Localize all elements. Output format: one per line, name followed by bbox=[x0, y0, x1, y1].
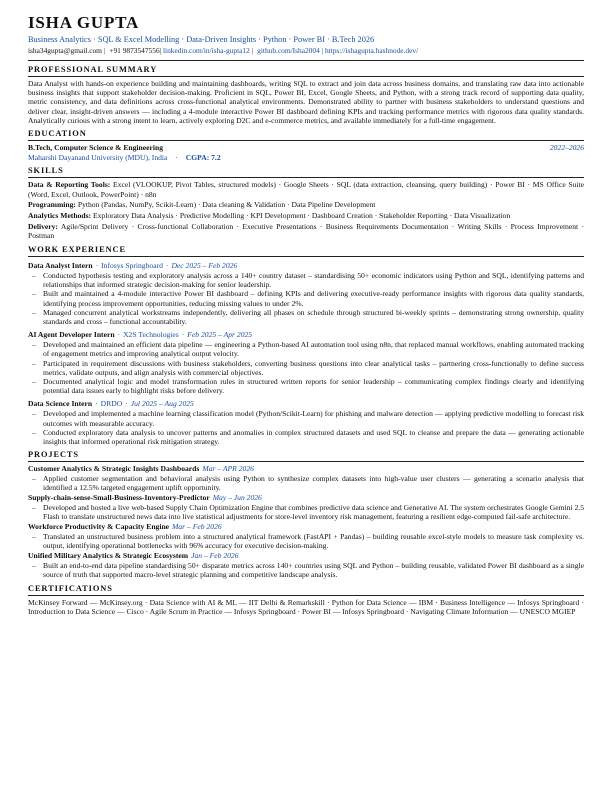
job-org: DRDO bbox=[100, 398, 123, 408]
summary-text: Data Analyst with hands-on experience building and maintaining dashboards, writing SQL to extract and join data across business domains, and translating raw data into actionable business insights that support stakeholder decision-making. Proficient in SQL, Power BI, Excel, Google Sheets, and Python, with a strong track record of supporting data quality, metric consistency, and data definitions across cross-functional analytical environments. Demonstrated ability to partner with business stakeholders to understand questions and deliver clear, insight-driven answers — including a 4-module interactive Power BI dashboard defining KPIs and tracking performance metrics with rigorous data quality standards. Analytically curious with a strong intent to learn, actively exploring D2C and e-commerce metrics, and available immediately for a full-time engagement. bbox=[28, 79, 584, 125]
skill-label: Analytics Methods: bbox=[28, 211, 92, 220]
project-header bbox=[28, 464, 584, 474]
job-org: X2S Technologies bbox=[123, 329, 179, 339]
project-header bbox=[28, 493, 584, 503]
phone-number: +91 9873547556| bbox=[109, 46, 162, 55]
separator-dot: · bbox=[165, 260, 169, 270]
job-dates: Jul 2025 – Aug 2025 bbox=[130, 398, 194, 408]
bullet-item: – Developed and implemented a machine learning classification model (Python/Scikit-Learn) for phishing and malware detection — applying predictive modelling to forecast risk outcomes with measurable accuracy. bbox=[28, 409, 584, 427]
tagline: Business Analytics · SQL & Excel Modelling · Data-Driven Insights · Python · Power BI · B.Tech 2026 bbox=[28, 35, 375, 44]
bullet-item: – Applied customer segmentation and behavioral analysis using Python to synthesize complex datasets into high-value user clusters — generating a scenario analysis that identified a 12.5% targeted engagement uplift opportunity. bbox=[28, 474, 584, 492]
experience-section bbox=[28, 245, 584, 446]
project-name: Unified Military Analytics & Strategic Ecosystem bbox=[28, 551, 189, 561]
project-bullets bbox=[28, 474, 584, 492]
skill-line bbox=[28, 222, 584, 241]
project-header bbox=[28, 551, 584, 561]
bullet-item: – Built an end-to-end data pipeline standardising 50+ disparate metrics across 140+ countries using SQL and Python – building reusable, validated Power BI dashboard as a single source of truth that supported macro-level strategic planning and competitive landscape analysis. bbox=[28, 561, 584, 579]
skill-text: Agile/Sprint Delivery · Cross-functional Collaboration · Executive Presentations · Business Requirements Documentation · Writing Skills · Process Improvement · Postman bbox=[28, 221, 584, 241]
job-header bbox=[28, 261, 584, 272]
project-dates: Mar – APR 2026 bbox=[202, 463, 254, 473]
bullet-item: – Documented analytical logic and model transformation rules in structured written reports for senior leadership – communicating complex findings clearly and identifying potential data issues early to highlight risks before delivery. bbox=[28, 377, 584, 395]
project-bullets bbox=[28, 503, 584, 521]
project-dates: Jan – Feb 2026 bbox=[191, 551, 239, 561]
degree: B.Tech, Computer Science & Engineering bbox=[28, 143, 163, 153]
certifications-title: CERTIFICATIONS bbox=[28, 584, 584, 596]
job-bullets bbox=[28, 409, 584, 445]
education-row bbox=[28, 143, 584, 153]
header-divider bbox=[28, 60, 584, 61]
bullet-item: – Built and maintained a 4-module interactive Power BI dashboard – defining KPIs and delivering executive-ready performance insights with rigorous data quality standards, identifying process improvement opportunities, reducing missing values to under 2%. bbox=[28, 289, 584, 307]
bullet-item: – Translated an unstructured business problem into a structured analytical framework (FastAPI + Pandas) – building reusable excel-style models to measure task complexity vs. output, identifying operational bottlenecks with 96% accuracy for executive decision-making. bbox=[28, 532, 584, 550]
job-header bbox=[28, 399, 584, 410]
job-role: Data Science Intern bbox=[28, 398, 93, 408]
university: Maharshi Dayanand University (MDU), India bbox=[28, 153, 168, 163]
job-role: Data Analyst Intern bbox=[28, 260, 93, 270]
candidate-name: ISHA GUPTA bbox=[28, 13, 140, 32]
separator-dot: · bbox=[181, 329, 185, 339]
skill-line bbox=[28, 200, 584, 210]
separator-dot: · bbox=[95, 260, 99, 270]
skill-text: Excel (VLOOKUP, Pivot Tables, structured models) · Google Sheets · SQL (data extraction, cleansing, query building) · Power BI · MS Office Suite (Word, Excel, Outlook, PowerPoint) · n8n bbox=[28, 180, 584, 199]
university-line bbox=[28, 153, 584, 162]
linkedin-link[interactable]: linkedin.com/in/isha-gupta12 bbox=[162, 46, 250, 55]
education-section bbox=[28, 129, 584, 162]
skill-line bbox=[28, 211, 584, 221]
project-name: Supply-chain-sense-Small-Business-Inventory-Predictor bbox=[28, 492, 210, 502]
bullet-item: – Conducted hypothesis testing and exploratory analysis across a 140+ country dataset – standardising 50+ economic indicators using Python and SQL, identifying patterns and relationships that informed strategic decision-making for senior leadership. bbox=[28, 271, 584, 289]
contact-line: isha34gupta@gmail.com | +91 9873547556| linkedin.com/in/isha-gupta12 | github.com/Isha2004 | https://ishagupta.hashnode.dev/ bbox=[28, 46, 419, 55]
projects-section bbox=[28, 450, 584, 580]
bullet-item: – Managed concurrent analytical workstreams independently, delivering all phases on schedule through structured bi-weekly sprints – demonstrating strong ownership, quality standards and cross – functional accountability. bbox=[28, 308, 584, 326]
experience-title: WORK EXPERIENCE bbox=[28, 245, 584, 257]
skill-label: Delivery: bbox=[28, 221, 58, 231]
certifications-text: McKinsey Forward — McKinsey.org · Data Science with AI & ML — IIT Delhi & Remarkskill · Python for Data Science — IBM · Business Intelligence — Infosys Springboard · Introduction to Data Science — Cisco · Agile Scrum in Practice — Infosys Springboard · Power BI — Infosys Springboard · Navigating Climate Information — UNESCO MGIEP bbox=[28, 597, 584, 617]
separator-dot: · bbox=[95, 398, 98, 408]
skills-section bbox=[28, 166, 584, 241]
bullet-item: – Participated in requirement discussions with business stakeholders, converting business questions into clear analytical tasks – partnering cross-functionally to define success metrics, validate outputs, and align analysis with commercial objectives. bbox=[28, 359, 584, 377]
job-dates: Dec 2025 – Feb 2026 bbox=[171, 260, 238, 270]
job-dates: Feb 2025 – Apr 2025 bbox=[187, 329, 253, 339]
separator-dot: · bbox=[117, 329, 121, 339]
project-header bbox=[28, 522, 584, 532]
project-dates: Mar – Feb 2026 bbox=[172, 522, 222, 532]
skills-title: SKILLS bbox=[28, 166, 584, 178]
bullet-item: – Developed and hosted a live web-based Supply Chain Optimization Engine that combines predictive data science and Generative AI. The system orchestrates Google Gemini 2.5 Flash to translate unstructured news data into live statistical adjustments for store-level inventory risk management, featuring a resilient edge-computed fail-safe architecture. bbox=[28, 503, 584, 521]
job-org: Infosys Springboard bbox=[101, 260, 163, 270]
skill-line bbox=[28, 180, 584, 199]
skill-label: Programming: bbox=[28, 200, 76, 210]
summary-title: PROFESSIONAL SUMMARY bbox=[28, 65, 584, 77]
skill-label: Data & Reporting Tools: bbox=[28, 180, 111, 190]
project-bullets bbox=[28, 532, 584, 550]
separator-dot: · bbox=[175, 153, 178, 163]
job-header bbox=[28, 330, 584, 341]
project-name: Workforce Productivity & Capacity Engine bbox=[28, 522, 170, 532]
project-dates: May – Jun 2026 bbox=[212, 492, 262, 502]
project-name: Customer Analytics & Strategic Insights Dashboards bbox=[28, 463, 200, 473]
job-bullets bbox=[28, 271, 584, 326]
projects-title: PROJECTS bbox=[28, 450, 584, 462]
bullet-item: – Conducted exploratory data analysis to uncover patterns and anomalies in complex structured datasets and used SQL to cleanse and prepare the data — generating actionable insights that informed operational risk mitigation strategy. bbox=[28, 428, 584, 446]
project-bullets bbox=[28, 561, 584, 579]
education-title: EDUCATION bbox=[28, 129, 584, 141]
job-bullets bbox=[28, 340, 584, 395]
github-link[interactable]: github.com/Isha2004 | https://ishagupta.hashnode.dev/ bbox=[257, 46, 419, 55]
separator-dot: · bbox=[125, 398, 128, 408]
job-role: AI Agent Developer Intern bbox=[28, 329, 115, 339]
gpa: CGPA: 7.2 bbox=[185, 153, 221, 163]
skill-text: Python (Pandas, NumPy, Scikit-Learn) · Data cleaning & Validation · Data Pipeline Development bbox=[75, 200, 376, 210]
summary-section bbox=[28, 65, 584, 125]
email-link[interactable]: isha34gupta@gmail.com bbox=[28, 46, 102, 55]
skill-text: Exploratory Data Analysis · Predictive Modelling · KPI Development · Dashboard Creation · Stakeholder Reporting · Data Visualization bbox=[91, 211, 511, 220]
education-years: 2022–2026 bbox=[549, 143, 584, 153]
bullet-item: – Developed and maintained an efficient data pipeline — engineering a Python-based AI automation tool using n8n, that replaced manual workflows, enabling automated tracking of engagement metrics and improving analytical output velocity. bbox=[28, 340, 584, 358]
certifications-section bbox=[28, 584, 584, 617]
